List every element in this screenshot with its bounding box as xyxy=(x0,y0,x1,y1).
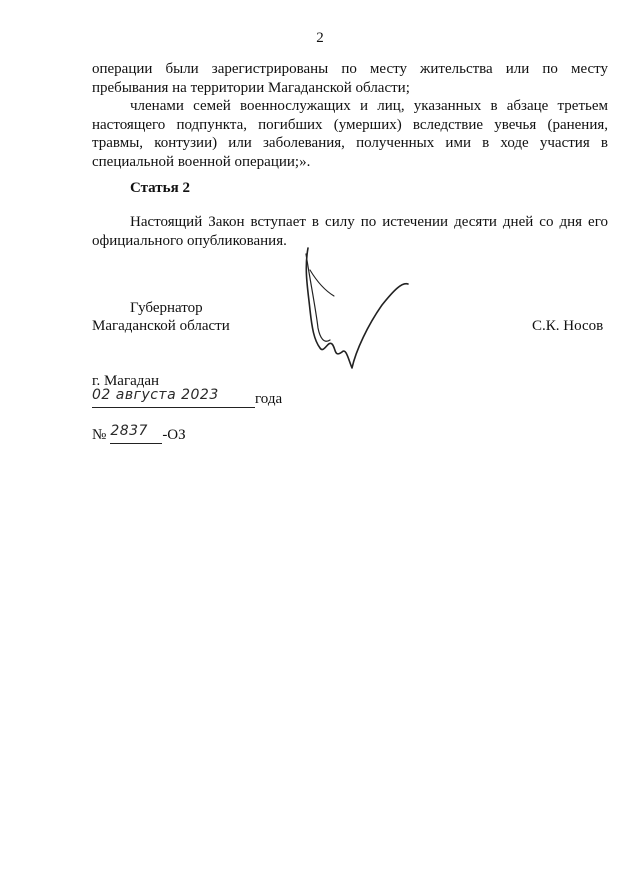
number-blank xyxy=(110,423,162,444)
city: г. Магадан xyxy=(92,373,160,389)
paragraph-continuation: операции были зарегистрированы по месту жительства или по месту пребывания на территории Магаданской области; xyxy=(92,61,608,96)
article-text: Настоящий Закон вступает в силу по истечении десяти дней со дня его официального опубликования. xyxy=(92,214,608,249)
date-line xyxy=(92,387,283,408)
date-suffix: года xyxy=(255,391,283,407)
page-number: 2 xyxy=(316,30,324,46)
law-number-line xyxy=(92,423,186,444)
paragraph-family-members: членами семей военнослужащих и лиц, указанных в абзаце третьем настоящего подпункта, погибших (умерших) вследствие увечья (ранения, травмы, контузии) или заболевания, полученных ими в ходе участия в специальной военной операции;». xyxy=(92,98,608,170)
governor-title: Губернатор xyxy=(130,300,203,316)
number-prefix: № xyxy=(92,427,107,443)
handwritten-date: 02 августа 2023 xyxy=(92,387,219,403)
handwritten-signature xyxy=(290,240,420,375)
body-text xyxy=(92,60,608,171)
number-suffix: -ОЗ xyxy=(162,427,186,443)
governor-region: Магаданской области xyxy=(92,318,230,334)
article-heading: Статья 2 xyxy=(130,180,190,196)
date-blank xyxy=(92,387,255,408)
governor-name: С.К. Носов xyxy=(532,318,604,334)
handwritten-number: 2837 xyxy=(110,423,148,439)
